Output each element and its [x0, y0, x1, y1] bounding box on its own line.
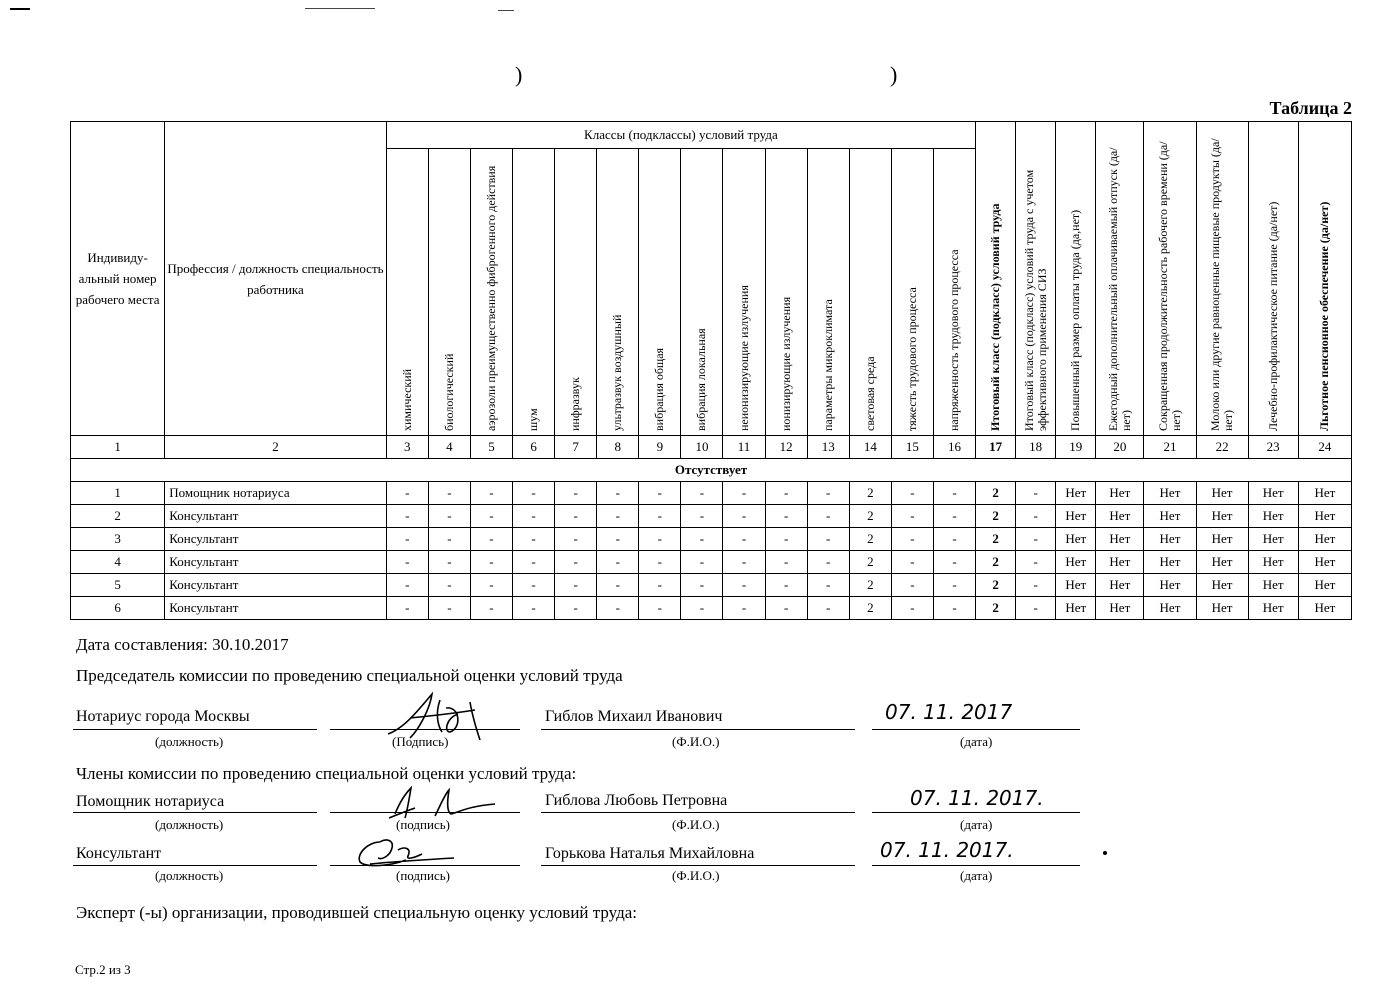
value-cell: -: [513, 528, 555, 551]
column-number: 19: [1056, 436, 1096, 459]
value-cell: Нет: [1298, 505, 1351, 528]
workplace-number: 5: [71, 574, 165, 597]
value-cell: -: [933, 528, 975, 551]
value-cell: -: [555, 528, 597, 551]
value-cell: -: [723, 551, 765, 574]
value-cell: 2: [849, 551, 891, 574]
value-cell: -: [555, 574, 597, 597]
value-cell: -: [765, 574, 807, 597]
profession-cell: Консультант: [165, 597, 387, 620]
value-cell: Нет: [1144, 505, 1196, 528]
value-cell: 2: [976, 597, 1016, 620]
header-extra-label: Ежегодный дополнительный оплачиваемый отпуск (да/нет): [1105, 147, 1133, 431]
value-cell: -: [891, 528, 933, 551]
header-factor-13: [807, 149, 849, 436]
value-cell: -: [597, 482, 639, 505]
header-factor-label: вибрация локальная: [694, 328, 709, 431]
value-cell: -: [555, 482, 597, 505]
column-number: 11: [723, 436, 765, 459]
value-cell: Нет: [1056, 528, 1096, 551]
column-number: 14: [849, 436, 891, 459]
value-cell: Нет: [1056, 574, 1096, 597]
chairman-date-line: [872, 729, 1080, 730]
date-caption: (дата): [960, 817, 993, 832]
member-1-signature: [385, 784, 505, 824]
column-number: 7: [555, 436, 597, 459]
header-extra-label: Льготное пенсионное обеспечение (да/нет): [1317, 201, 1332, 431]
value-cell: Нет: [1144, 597, 1196, 620]
column-number: 9: [639, 436, 681, 459]
value-cell: -: [470, 528, 512, 551]
value-cell: Нет: [1248, 482, 1298, 505]
value-cell: -: [807, 505, 849, 528]
value-cell: 2: [849, 482, 891, 505]
scan-mark: ): [515, 62, 523, 87]
table-row: [71, 574, 1352, 597]
date-caption: (дата): [960, 734, 993, 749]
value-cell: -: [639, 574, 681, 597]
header-factor-5: [470, 149, 512, 436]
value-cell: -: [386, 574, 428, 597]
header-factor-8: [597, 149, 639, 436]
column-number: 12: [765, 436, 807, 459]
profession-cell: Помощник нотариуса: [165, 482, 387, 505]
value-cell: -: [597, 597, 639, 620]
column-number: 6: [513, 436, 555, 459]
chairman-signature: [380, 688, 500, 748]
header-factor-label: тяжесть трудового процесса: [904, 287, 919, 431]
header-extra-21: [1144, 122, 1196, 436]
value-cell: -: [470, 551, 512, 574]
column-number: 24: [1298, 436, 1351, 459]
value-cell: -: [639, 505, 681, 528]
value-cell: -: [807, 574, 849, 597]
column-number: 13: [807, 436, 849, 459]
value-cell: Нет: [1248, 528, 1298, 551]
value-cell: -: [470, 597, 512, 620]
value-cell: Нет: [1096, 574, 1144, 597]
value-cell: -: [1016, 528, 1056, 551]
value-cell: Нет: [1056, 482, 1096, 505]
header-factor-9: [639, 149, 681, 436]
member-2-position-line: [73, 865, 317, 866]
header-factor-16: [933, 149, 975, 436]
value-cell: -: [597, 505, 639, 528]
header-extra-18: [1016, 122, 1056, 436]
header-extra-label: Итоговый класс (подкласс) условий труда: [988, 203, 1003, 431]
value-cell: -: [891, 574, 933, 597]
header-extra-label: Повышенный размер оплаты труда (да,нет): [1068, 209, 1083, 431]
header-conditions-group: Классы (подклассы) условий труда: [386, 122, 975, 149]
value-cell: 2: [849, 528, 891, 551]
value-cell: 2: [976, 482, 1016, 505]
scan-mark: [305, 8, 375, 9]
member-1-name: Гиблова Любовь Петровна: [545, 792, 728, 809]
value-cell: Нет: [1298, 597, 1351, 620]
value-cell: -: [723, 505, 765, 528]
header-factor-label: напряженность трудового процесса: [947, 249, 961, 431]
workplace-number: 1: [71, 482, 165, 505]
value-cell: -: [513, 482, 555, 505]
column-number: 20: [1096, 436, 1144, 459]
value-cell: -: [386, 505, 428, 528]
value-cell: 2: [849, 574, 891, 597]
value-cell: Нет: [1298, 551, 1351, 574]
member-2-position: Консультант: [76, 845, 162, 862]
value-cell: -: [681, 505, 723, 528]
value-cell: -: [428, 574, 470, 597]
column-number: 16: [933, 436, 975, 459]
value-cell: 2: [976, 505, 1016, 528]
value-cell: -: [891, 482, 933, 505]
header-factor-12: [765, 149, 807, 436]
column-number: 3: [386, 436, 428, 459]
member-2-date: 07. 11. 2017.: [880, 838, 1014, 862]
value-cell: Нет: [1144, 482, 1196, 505]
header-factor-label: биологический: [441, 353, 456, 431]
value-cell: -: [891, 505, 933, 528]
column-number: 5: [470, 436, 512, 459]
column-number: 18: [1016, 436, 1056, 459]
table-caption: Таблица 2: [1269, 98, 1352, 118]
position-caption: (должность): [155, 817, 224, 832]
column-number: 22: [1196, 436, 1248, 459]
header-factor-label: параметры микроклимата: [820, 299, 835, 431]
value-cell: -: [555, 505, 597, 528]
value-cell: 2: [976, 551, 1016, 574]
value-cell: Нет: [1248, 551, 1298, 574]
value-cell: -: [723, 482, 765, 505]
header-factor-label: ультразвук воздушный: [610, 314, 625, 431]
value-cell: -: [597, 574, 639, 597]
member-2-name-line: [541, 865, 855, 866]
value-cell: -: [428, 551, 470, 574]
value-cell: -: [555, 597, 597, 620]
value-cell: Нет: [1056, 551, 1096, 574]
value-cell: -: [513, 574, 555, 597]
value-cell: -: [1016, 551, 1056, 574]
value-cell: -: [807, 551, 849, 574]
table-row: [71, 551, 1352, 574]
chairman-position-line: [73, 729, 317, 730]
value-cell: Нет: [1144, 574, 1196, 597]
table-row: [71, 482, 1352, 505]
value-cell: -: [681, 551, 723, 574]
member-2-signature: [350, 832, 460, 872]
value-cell: -: [1016, 482, 1056, 505]
name-caption: (Ф.И.О.): [672, 817, 720, 832]
header-extra-label: Итоговый класс (подкласс) условий труда с учетом эффективного применения СИЗ: [1021, 169, 1049, 431]
value-cell: -: [933, 574, 975, 597]
value-cell: -: [1016, 574, 1056, 597]
value-cell: Нет: [1196, 551, 1248, 574]
header-extra-label: Сокращенная продолжительность рабочего времени (да/нет): [1155, 141, 1183, 431]
scan-mark: [10, 8, 30, 10]
value-cell: -: [639, 482, 681, 505]
position-caption: (должность): [155, 868, 224, 883]
value-cell: -: [723, 597, 765, 620]
value-cell: -: [386, 597, 428, 620]
value-cell: -: [513, 551, 555, 574]
header-factor-4: [428, 149, 470, 436]
value-cell: -: [765, 528, 807, 551]
header-extra-20: [1096, 122, 1144, 436]
value-cell: 2: [976, 528, 1016, 551]
value-cell: Нет: [1196, 574, 1248, 597]
value-cell: Нет: [1298, 482, 1351, 505]
value-cell: Нет: [1096, 551, 1144, 574]
value-cell: -: [639, 597, 681, 620]
name-caption: (Ф.И.О.): [672, 868, 720, 883]
value-cell: -: [723, 574, 765, 597]
header-factor-7: [555, 149, 597, 436]
column-number: 2: [165, 436, 387, 459]
column-number: 23: [1248, 436, 1298, 459]
header-factor-6: [513, 149, 555, 436]
table-row: [71, 528, 1352, 551]
member-1-position: Помощник нотариуса: [76, 793, 225, 810]
value-cell: Нет: [1096, 505, 1144, 528]
value-cell: -: [933, 505, 975, 528]
chairman-name-line: [541, 729, 855, 730]
working-conditions-table: [70, 121, 1352, 620]
column-number: 17: [976, 436, 1016, 459]
ink-dot: [1103, 851, 1107, 855]
page-footer: Стр.2 из 3: [75, 962, 131, 977]
signature-caption: (подпись): [396, 817, 450, 832]
value-cell: Нет: [1248, 597, 1298, 620]
header-factor-label: шум: [526, 408, 541, 431]
group-label: Отсутствует: [71, 459, 1352, 482]
value-cell: -: [807, 528, 849, 551]
value-cell: Нет: [1196, 482, 1248, 505]
value-cell: -: [428, 597, 470, 620]
scan-mark: [498, 10, 514, 11]
value-cell: -: [681, 597, 723, 620]
value-cell: Нет: [1298, 574, 1351, 597]
compilation-date: Дата составления: 30.10.2017: [76, 635, 289, 654]
header-profession: Профессия / должность специальность работника: [165, 122, 387, 436]
value-cell: -: [933, 482, 975, 505]
value-cell: Нет: [1056, 597, 1096, 620]
member-2-date-line: [872, 865, 1080, 866]
value-cell: -: [513, 505, 555, 528]
header-extra-22: [1196, 122, 1248, 436]
value-cell: -: [386, 551, 428, 574]
value-cell: Нет: [1248, 505, 1298, 528]
value-cell: Нет: [1196, 597, 1248, 620]
value-cell: -: [807, 482, 849, 505]
value-cell: -: [470, 574, 512, 597]
column-number: 21: [1144, 436, 1196, 459]
value-cell: -: [765, 597, 807, 620]
profession-cell: Консультант: [165, 551, 387, 574]
chairman-position: Нотариус города Москвы: [76, 708, 250, 725]
profession-cell: Консультант: [165, 528, 387, 551]
profession-cell: Консультант: [165, 574, 387, 597]
workplace-number: 4: [71, 551, 165, 574]
header-factor-label: химический: [399, 368, 414, 431]
value-cell: -: [555, 551, 597, 574]
column-number: 8: [597, 436, 639, 459]
chairman-name: Гиблов Михаил Иванович: [545, 708, 723, 725]
value-cell: -: [891, 597, 933, 620]
value-cell: -: [597, 551, 639, 574]
members-heading: Члены комиссии по проведению специальной оценки условий труда:: [76, 764, 577, 783]
value-cell: Нет: [1144, 551, 1196, 574]
header-extra-17: [976, 122, 1016, 436]
name-caption: (Ф.И.О.): [672, 734, 720, 749]
value-cell: Нет: [1196, 528, 1248, 551]
workplace-number: 2: [71, 505, 165, 528]
expert-heading-text: Эксперт (-ы) организации, проводившей специальную оценку условий труда:: [76, 903, 638, 922]
value-cell: Нет: [1144, 528, 1196, 551]
header-factor-label: вибрация общая: [652, 347, 667, 431]
value-cell: Нет: [1298, 528, 1351, 551]
header-factor-label: инфразвук: [568, 377, 583, 431]
header-extra-label: Молоко или другие равноценные пищевые продукты (да/нет): [1208, 138, 1236, 431]
column-number: 1: [71, 436, 165, 459]
header-factor-label: неионизирующие излучения: [736, 285, 751, 431]
value-cell: -: [639, 528, 681, 551]
value-cell: -: [681, 482, 723, 505]
header-extra-19: [1056, 122, 1096, 436]
expert-heading: [76, 903, 637, 923]
header-factor-11: [723, 149, 765, 436]
header-extra-24: [1298, 122, 1351, 436]
header-factor-14: [849, 149, 891, 436]
value-cell: -: [386, 528, 428, 551]
value-cell: 2: [849, 597, 891, 620]
header-factor-label: световая среда: [862, 356, 877, 431]
value-cell: -: [765, 482, 807, 505]
value-cell: Нет: [1248, 574, 1298, 597]
value-cell: -: [1016, 505, 1056, 528]
chairman-date: 07. 11. 2017: [885, 700, 1013, 724]
value-cell: Нет: [1096, 528, 1144, 551]
value-cell: Нет: [1096, 482, 1144, 505]
header-factor-15: [891, 149, 933, 436]
table-row: [71, 597, 1352, 620]
header-factor-label: аэрозоли преимущественно фиброгенного действия: [483, 165, 498, 431]
value-cell: 2: [849, 505, 891, 528]
value-cell: -: [723, 528, 765, 551]
header-factor-label: ионизирующие излучения: [778, 296, 793, 431]
value-cell: -: [1016, 597, 1056, 620]
value-cell: 2: [976, 574, 1016, 597]
value-cell: -: [765, 505, 807, 528]
date-caption: (дата): [960, 868, 993, 883]
value-cell: -: [513, 597, 555, 620]
header-factor-10: [681, 149, 723, 436]
value-cell: Нет: [1056, 505, 1096, 528]
signature-caption: (подпись): [396, 868, 450, 883]
value-cell: -: [681, 574, 723, 597]
header-extra-23: [1248, 122, 1298, 436]
position-caption: (должность): [155, 734, 224, 749]
value-cell: -: [765, 551, 807, 574]
header-extra-label: Лечебно-профилактическое питание (да/нет): [1265, 201, 1280, 431]
workplace-number: 6: [71, 597, 165, 620]
header-workplace-number: Индивиду-альный номер рабочего места: [71, 122, 165, 436]
member-1-position-line: [73, 812, 317, 813]
value-cell: -: [807, 597, 849, 620]
value-cell: -: [639, 551, 681, 574]
value-cell: -: [386, 482, 428, 505]
signature-caption: (Подпись): [392, 734, 449, 749]
chairman-heading: Председатель комиссии по проведению специальной оценки условий труда: [76, 666, 623, 685]
column-number: 4: [428, 436, 470, 459]
value-cell: Нет: [1096, 597, 1144, 620]
profession-cell: Консультант: [165, 505, 387, 528]
member-1-date: 07. 11. 2017.: [910, 786, 1044, 810]
value-cell: -: [428, 482, 470, 505]
value-cell: -: [470, 505, 512, 528]
workplace-number: 3: [71, 528, 165, 551]
table-row: [71, 505, 1352, 528]
value-cell: -: [470, 482, 512, 505]
scan-mark: ): [890, 62, 898, 87]
column-number: 15: [891, 436, 933, 459]
member-1-name-line: [541, 812, 855, 813]
value-cell: -: [933, 551, 975, 574]
value-cell: -: [428, 528, 470, 551]
column-number: 10: [681, 436, 723, 459]
header-factor-3: [386, 149, 428, 436]
value-cell: -: [597, 528, 639, 551]
value-cell: Нет: [1196, 505, 1248, 528]
value-cell: -: [681, 528, 723, 551]
value-cell: -: [428, 505, 470, 528]
member-2-name: Горькова Наталья Михайловна: [545, 845, 755, 862]
value-cell: -: [933, 597, 975, 620]
member-1-date-line: [872, 812, 1080, 813]
value-cell: -: [891, 551, 933, 574]
